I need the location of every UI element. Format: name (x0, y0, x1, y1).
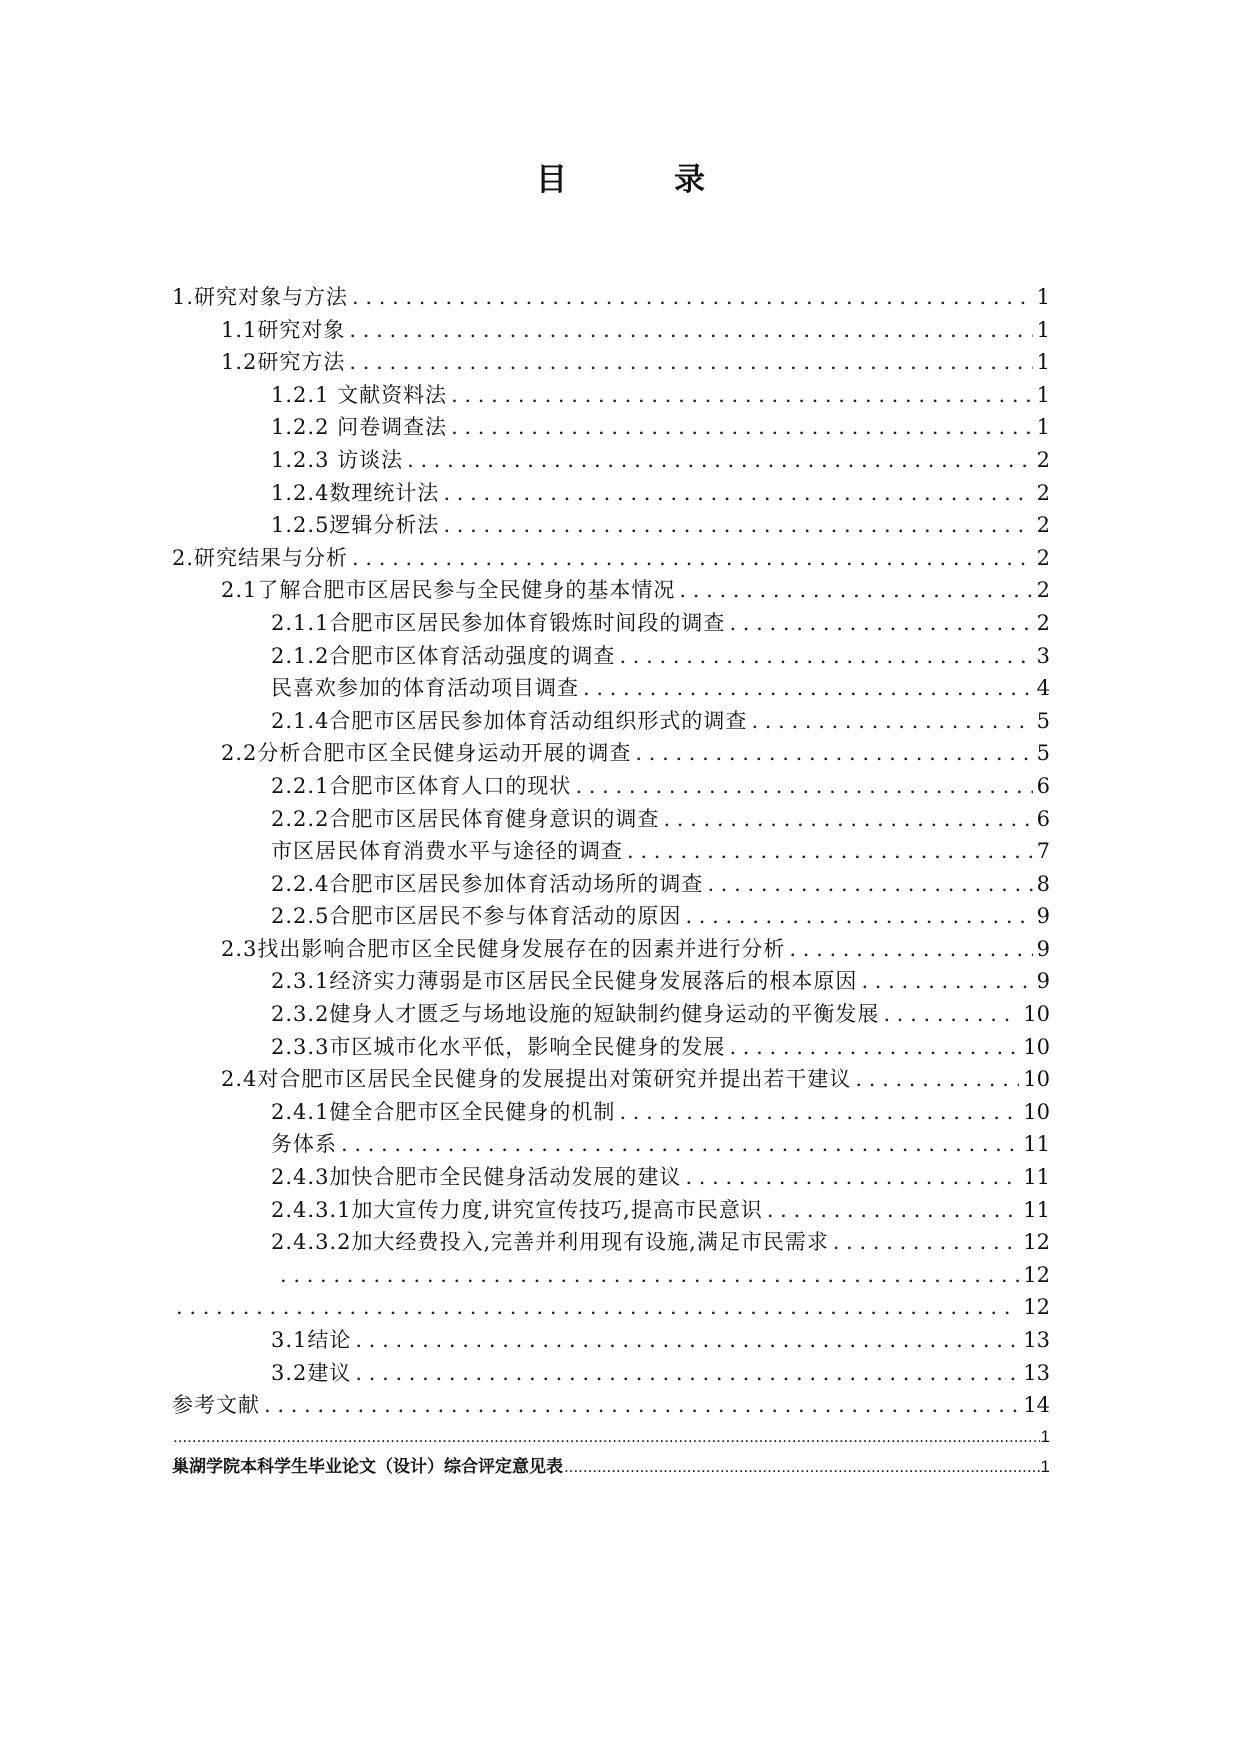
toc-leader-dots (280, 1259, 1019, 1292)
toc-leader-dots (443, 509, 1032, 542)
toc-entry-label: 2.4.3.1加大宣传力度,讲究宣传技巧,提高市民意识 (271, 1197, 763, 1222)
toc-entry-page-number: 1 (1036, 285, 1050, 309)
toc-leader-dots (564, 1452, 1040, 1482)
toc-entry-label: 2.4对合肥市区居民全民健身的发展提出对策研究并提出若干建议 (221, 1067, 852, 1092)
toc-entry-label: 2.2.5合肥市区居民不参与体育活动的原因 (271, 904, 682, 929)
toc-leader-dots (443, 477, 1032, 510)
toc-leader-dots (663, 803, 1032, 836)
toc-entry[interactable] (172, 411, 1050, 444)
toc-leader-dots (264, 1389, 1019, 1422)
toc-entry[interactable] (172, 477, 1050, 510)
toc-entry-label: 2.1.1合肥市区居民参加体育锻炼时间段的调查 (271, 610, 726, 635)
toc-leader-dots (451, 379, 1033, 412)
toc-entry[interactable] (172, 868, 1050, 901)
toc-entry-page-number: 9 (1036, 904, 1050, 929)
toc-entry[interactable] (172, 1389, 1050, 1422)
toc-entry-page-number: 13 (1023, 1360, 1050, 1385)
toc-entry[interactable] (172, 640, 1050, 673)
toc-entry[interactable] (172, 900, 1050, 933)
toc-entry[interactable] (172, 1291, 1050, 1324)
toc-entry-label: 1.2.2 问卷调查法 (271, 415, 448, 440)
toc-leader-dots (729, 607, 1032, 640)
toc-entry[interactable] (172, 314, 1050, 347)
toc-leader-dots (619, 640, 1032, 673)
toc-leader-dots (619, 1096, 1019, 1129)
toc-leader-dots (855, 1063, 1019, 1096)
toc-entry[interactable] (172, 1422, 1050, 1452)
toc-entry[interactable] (172, 835, 1050, 868)
toc-entry-page-number: 11 (1023, 1165, 1050, 1190)
toc-entry[interactable] (172, 1226, 1050, 1259)
toc-entry[interactable] (172, 737, 1050, 770)
toc-entry-page-number: 9 (1036, 936, 1050, 961)
toc-entry-page-number: 2 (1036, 447, 1050, 472)
toc-entry-page-number: 5 (1036, 741, 1050, 766)
page-title: 目 录 (536, 162, 743, 198)
toc-entry-page-number: 4 (1036, 676, 1050, 701)
toc-leader-dots (352, 281, 1033, 314)
toc-leader-dots (627, 835, 1033, 868)
toc-entry-page-number: 1 (1036, 350, 1050, 375)
toc-entry[interactable] (172, 509, 1050, 542)
toc-entry-label: 2.4.3加快合肥市全民健身活动发展的建议 (271, 1165, 682, 1190)
toc-entry-label: 2.1了解合肥市区居民参与全民健身的基本情况 (221, 578, 676, 603)
toc-entry-label: 1.2.1 文献资料法 (271, 382, 448, 407)
toc-leader-dots (883, 998, 1019, 1031)
toc-leader-dots (635, 737, 1032, 770)
toc-entry-label: 2.2分析合肥市区全民健身运动开展的调查 (221, 741, 632, 766)
toc-entry-label: 2.4.1健全合肥市区全民健身的机制 (271, 1099, 616, 1124)
toc-leader-dots (861, 965, 1032, 998)
toc-entry-page-number: 8 (1036, 871, 1050, 896)
toc-entry[interactable] (172, 1128, 1050, 1161)
toc-entry[interactable] (172, 574, 1050, 607)
toc-leader-dots (349, 314, 1032, 347)
toc-leader-dots (583, 672, 1033, 705)
toc-entry-page-number: 1 (1036, 415, 1050, 440)
toc-entry-label: 1.2.3 访谈法 (271, 447, 404, 472)
toc-leader-dots (341, 1128, 1019, 1161)
toc-entry-page-number: 6 (1036, 806, 1050, 831)
toc-entry-label: 巢湖学院本科学生毕业论文（设计）综合评定意见表 (172, 1456, 563, 1476)
toc-entry-page-number: 2 (1036, 578, 1050, 603)
toc-entry-label: 2.1.2合肥市区体育活动强度的调查 (271, 643, 616, 668)
toc-leader-dots (575, 770, 1032, 803)
toc-leader-dots (767, 1194, 1019, 1227)
toc-entry-page-number: 1 (1040, 1426, 1050, 1446)
toc-entry[interactable] (172, 607, 1050, 640)
toc-leader-dots (352, 542, 1033, 575)
toc-entry-page-number: 2 (1036, 545, 1050, 570)
toc-entry[interactable] (172, 1452, 1050, 1482)
toc-entry-page-number: 1 (1036, 317, 1050, 342)
toc-entry-label: 3.2建议 (271, 1360, 352, 1385)
toc-entry[interactable] (172, 1259, 1050, 1292)
toc-entry-label: 民喜欢参加的体育活动项目调查 (271, 676, 579, 701)
toc-entry[interactable] (172, 1096, 1050, 1129)
toc-leader-dots (685, 900, 1032, 933)
toc-entry-label: 2.3找出影响合肥市区全民健身发展存在的因素并进行分析 (221, 936, 786, 961)
toc-entry[interactable] (172, 770, 1050, 803)
toc-entry-page-number: 2 (1036, 480, 1050, 505)
toc-entry-page-number: 1 (1040, 1456, 1050, 1476)
toc-entry-page-number: 7 (1036, 839, 1050, 864)
toc-entry-label: 2.2.1合肥市区体育人口的现状 (271, 773, 572, 798)
toc-entry[interactable] (172, 672, 1050, 705)
toc-leader-dots (173, 1422, 1040, 1452)
toc-entry-page-number: 10 (1023, 1002, 1050, 1027)
toc-entry[interactable] (172, 281, 1050, 314)
toc-entry-page-number: 2 (1036, 513, 1050, 538)
toc-entry-label: 2.研究结果与分析 (172, 545, 349, 570)
toc-entry-label: 1.2研究方法 (221, 350, 346, 375)
toc-entry[interactable] (172, 1194, 1050, 1227)
toc-entry-page-number: 13 (1023, 1328, 1050, 1352)
toc-leader-dots (729, 1031, 1019, 1064)
toc-entry-page-number: 1 (1036, 382, 1050, 407)
toc-entry[interactable] (172, 1063, 1050, 1096)
toc-entry-label: 1.1研究对象 (221, 317, 346, 342)
toc-entry[interactable] (172, 444, 1050, 477)
toc-entry[interactable] (172, 346, 1050, 379)
toc-leader-dots (833, 1226, 1019, 1259)
toc-entry-label: 1.2.5逻辑分析法 (271, 513, 440, 538)
toc-entry-page-number: 12 (1023, 1295, 1050, 1320)
toc-entry[interactable] (172, 933, 1050, 966)
toc-entry-label: 3.1结论 (271, 1328, 352, 1352)
toc-leader-dots (679, 574, 1032, 607)
toc-entry-label: 参考文献 (172, 1393, 260, 1418)
toc-entry[interactable] (172, 803, 1050, 836)
toc-entry-page-number: 5 (1036, 708, 1050, 733)
toc-entry[interactable] (172, 1357, 1050, 1390)
toc-entry[interactable] (172, 1324, 1050, 1357)
toc-entry-label: 2.1.4合肥市区居民参加体育活动组织形式的调查 (271, 708, 748, 733)
toc-entry-label: 1.研究对象与方法 (172, 285, 349, 309)
toc-entry-label: 2.4.3.2加大经费投入,完善并利用现有设施,满足市民需求 (271, 1230, 829, 1255)
toc-entry[interactable] (172, 542, 1050, 575)
toc-entry-label: 2.3.1经济实力薄弱是市区居民全民健身发展落后的根本原因 (271, 969, 858, 994)
toc-entry-page-number: 11 (1023, 1132, 1050, 1157)
toc-leader-dots (407, 444, 1033, 477)
toc-entry[interactable] (172, 379, 1050, 412)
toc-entry-label: 2.2.2合肥市区居民体育健身意识的调查 (271, 806, 660, 831)
toc-entry[interactable] (172, 1031, 1050, 1064)
table-of-contents (172, 281, 1050, 1482)
toc-entry-page-number: 12 (1023, 1262, 1050, 1287)
toc-entry-page-number: 3 (1036, 643, 1050, 668)
toc-leader-dots (751, 705, 1032, 738)
toc-leader-dots (355, 1357, 1019, 1390)
toc-entry-label: 2.3.3市区城市化水平低，影响全民健身的发展 (271, 1034, 726, 1059)
toc-leader-dots (451, 411, 1033, 444)
toc-entry-page-number: 10 (1023, 1034, 1050, 1059)
toc-entry[interactable] (172, 998, 1050, 1031)
toc-entry-label: 市区居民体育消费水平与途径的调查 (271, 839, 623, 864)
toc-entry[interactable] (172, 1161, 1050, 1194)
toc-entry-page-number: 6 (1036, 773, 1050, 798)
toc-entry[interactable] (172, 965, 1050, 998)
toc-entry-page-number: 2 (1036, 610, 1050, 635)
toc-leader-dots (349, 346, 1032, 379)
toc-entry-page-number: 14 (1023, 1393, 1050, 1418)
toc-entry-page-number: 9 (1036, 969, 1050, 994)
toc-entry-label: 2.3.2健身人才匮乏与场地设施的短缺制约健身运动的平衡发展 (271, 1002, 880, 1027)
toc-entry-label: 务体系 (271, 1132, 337, 1157)
toc-leader-dots (176, 1291, 1019, 1324)
toc-entry-label: 2.2.4合肥市区居民参加体育活动场所的调查 (271, 871, 704, 896)
toc-entry[interactable] (172, 705, 1050, 738)
toc-entry-page-number: 12 (1023, 1230, 1050, 1255)
toc-entry-page-number: 10 (1023, 1067, 1050, 1092)
toc-leader-dots (789, 933, 1032, 966)
toc-entry-page-number: 10 (1023, 1099, 1050, 1124)
toc-leader-dots (355, 1324, 1019, 1357)
toc-leader-dots (685, 1161, 1019, 1194)
toc-leader-dots (707, 868, 1032, 901)
toc-entry-page-number: 11 (1023, 1197, 1050, 1222)
toc-entry-label: 1.2.4数理统计法 (271, 480, 440, 505)
